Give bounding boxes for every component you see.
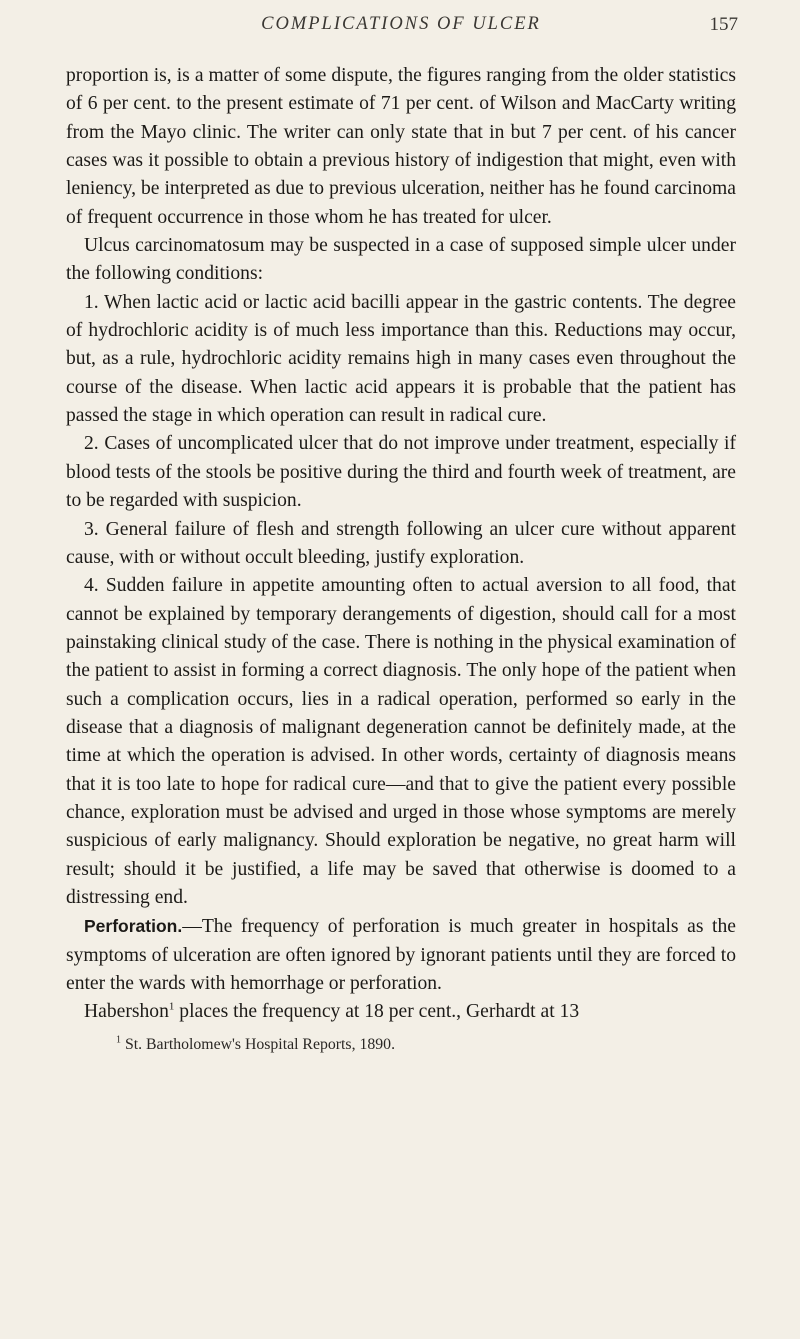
author-name: Habershon — [84, 1001, 169, 1023]
paragraph-ulcus-carcinomatosum: Ulcus carcinomatosum may be suspected in a case of supposed simple ulcer under the following conditions: — [66, 235, 736, 285]
page-number: 157 — [709, 14, 738, 35]
list-item-condition-1: 1. When lactic acid or lactic acid bacilli appear in the gastric contents. The degree of hydrochloric acidity is of much less importance than this. Reductions may occur, but, as a rule, hydrochloric acidity remains high in many cases even throughout the course of the disease. When lactic acid appears it is probable that the patient has passed the stage in which operation can result in radical cure. — [66, 291, 736, 427]
footnote-reference: 1 — [168, 1000, 175, 1013]
perforation-text: —The frequency of perforation is much greater in hospitals as the symptoms of ulceration are often ignored by ignorant patients until they are forced to enter the wards with hemorrhage or perforation. — [66, 916, 736, 994]
habershon-text: places the frequency at 18 per cent., Gerhardt at 13 — [174, 1001, 580, 1023]
paragraph-perforation — [66, 912, 736, 998]
paragraph-habershon — [66, 998, 736, 1026]
footnote-text: St. Bartholomew's Hospital Reports, 1890. — [121, 1035, 396, 1053]
section-heading-perforation: Perforation. — [84, 916, 183, 937]
list-item-condition-4: 4. Sudden failure in appetite amounting often to actual aversion to all food, that cannot be explained by temporary derangements of digestion, should call for a most painstaking clinical study of the case. There is nothing in the physical examination of the patient to assist in forming a correct diagnosis. The only hope of the patient when such a complication occurs, lies in a radical operation, performed so early in the disease that a diagnosis of malignant degeneration cannot be definitely made, at the time at which the operation is advised. In other words, certainty of diagnosis means that it is too late to hope for radical cure—and that to give the patient every possible chance, exploration must be advised and urged in those whose symptoms are merely suspicious of early malignancy. Should exploration be negative, no great harm will result; should it be justified, a life may be saved that otherwise is doomed to a distressing end. — [66, 575, 736, 908]
body-text — [66, 62, 736, 1027]
footnote — [66, 1035, 736, 1055]
running-title: COMPLICATIONS OF ULCER — [261, 14, 541, 34]
running-head — [66, 14, 736, 62]
paragraph-continued: proportion is, is a matter of some dispute, the figures ranging from the older statistics of 6 per cent. to the present estimate of 71 per cent. of Wilson and MacCarty writing from the Mayo clinic. The writer can only state that in but 7 per cent. of his cancer cases was it possible to obtain a previous history of indigestion that might, even with leniency, be interpreted as due to previous ulceration, neither has he found carcinoma of frequent occurrence in those whom he has treated for ulcer. — [66, 65, 736, 228]
list-item-condition-2: 2. Cases of uncomplicated ulcer that do not improve under treatment, especially if blood tests of the stools be positive during the third and fourth week of treatment, are to be regarded with suspicion. — [66, 433, 736, 512]
book-page — [66, 14, 736, 1055]
footnote-mark: 1 — [116, 1034, 121, 1046]
list-item-condition-3: 3. General failure of flesh and strength following an ulcer cure without apparent cause, with or without occult bleeding, justify exploration. — [66, 518, 736, 568]
